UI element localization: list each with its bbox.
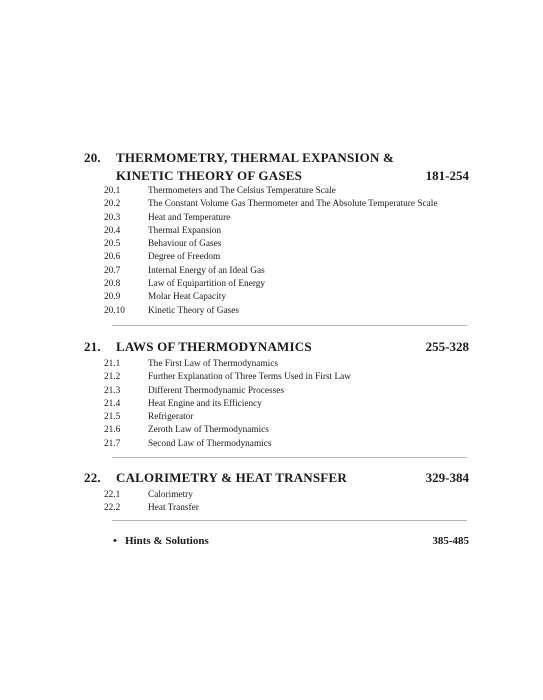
section-title: Molar Heat Capacity (148, 292, 226, 303)
chapter-title: LAWS OF THERMODYNAMICS (116, 339, 312, 354)
chapter-title: CALORIMETRY & HEAT TRANSFER (116, 470, 347, 485)
section-title: Further Explanation of Three Terms Used in First Law (148, 372, 351, 383)
section-number: 21.7 (104, 438, 121, 449)
section-title: Kinetic Theory of Gases (148, 305, 239, 316)
chapter-page-range: 255-328 (425, 339, 469, 354)
section-number: 21.6 (104, 425, 121, 436)
section-number: 20.5 (104, 239, 121, 250)
section-number: 20.3 (104, 212, 121, 223)
section-number: 22.1 (104, 490, 121, 500)
section-title: Degree of Freedom (148, 252, 221, 263)
chapter-page-range: 181-254 (425, 168, 469, 183)
section-number: 20.7 (104, 265, 121, 276)
section-divider (112, 457, 467, 458)
chapter-20 (84, 150, 469, 316)
section-title: The Constant Volume Gas Thermometer and The Absolute Temperature Scale (148, 199, 438, 210)
section-number: 21.4 (104, 398, 121, 409)
bullet-icon: • (113, 535, 117, 547)
section-number: 20.9 (104, 292, 121, 303)
section-title: Different Thermodynamic Processes (148, 385, 284, 396)
section-number: 20.6 (104, 252, 121, 263)
chapter-heading (84, 339, 469, 359)
section-number: 20.10 (104, 305, 125, 316)
section-title: Thermometers and The Celsius Temperature Scale (148, 186, 336, 196)
section-divider (112, 520, 467, 521)
chapter-heading (84, 470, 469, 490)
section-title: Second Law of Thermodynamics (148, 438, 272, 449)
section-number: 20.2 (104, 199, 121, 210)
section-title: Heat Transfer (148, 503, 199, 514)
section-title: Law of Equipartition of Energy (148, 279, 266, 290)
chapter-heading (84, 150, 469, 188)
chapter-page-range: 329-384 (425, 470, 469, 485)
section-title: Heat and Temperature (148, 212, 231, 223)
section-number: 20.8 (104, 279, 121, 290)
section-divider (112, 325, 467, 326)
section-number: 21.3 (104, 385, 121, 396)
chapter-title: THERMOMETRY, THERMAL EXPANSION & (116, 150, 395, 165)
section-title: Refrigerator (148, 412, 194, 423)
chapter-22 (84, 470, 469, 514)
section-title: Calorimetry (148, 490, 193, 500)
section-title: Behaviour of Gases (148, 239, 222, 250)
section-number: 21.1 (104, 359, 121, 369)
hints-page-range: 385-485 (432, 535, 469, 547)
section-number: 22.2 (104, 503, 121, 514)
chapter-21 (84, 339, 469, 449)
section-number: 21.2 (104, 372, 121, 383)
section-number: 21.5 (104, 412, 121, 423)
hints-and-solutions-entry (113, 535, 469, 551)
section-title: Heat Engine and its Efficiency (148, 398, 262, 409)
chapter-number: 21. (84, 339, 101, 354)
section-number: 20.1 (104, 186, 121, 196)
section-title: Zeroth Law of Thermodynamics (148, 425, 269, 436)
chapter-number: 22. (84, 470, 101, 485)
section-number: 20.4 (104, 225, 121, 236)
chapter-number: 20. (84, 150, 101, 165)
section-title: Thermal Expansion (148, 225, 222, 236)
chapter-title-line2: KINETIC THEORY OF GASES (116, 168, 303, 183)
section-title: Internal Energy of an Ideal Gas (148, 265, 265, 276)
section-title: The First Law of Thermodynamics (148, 359, 278, 369)
hints-label: Hints & Solutions (125, 535, 209, 547)
